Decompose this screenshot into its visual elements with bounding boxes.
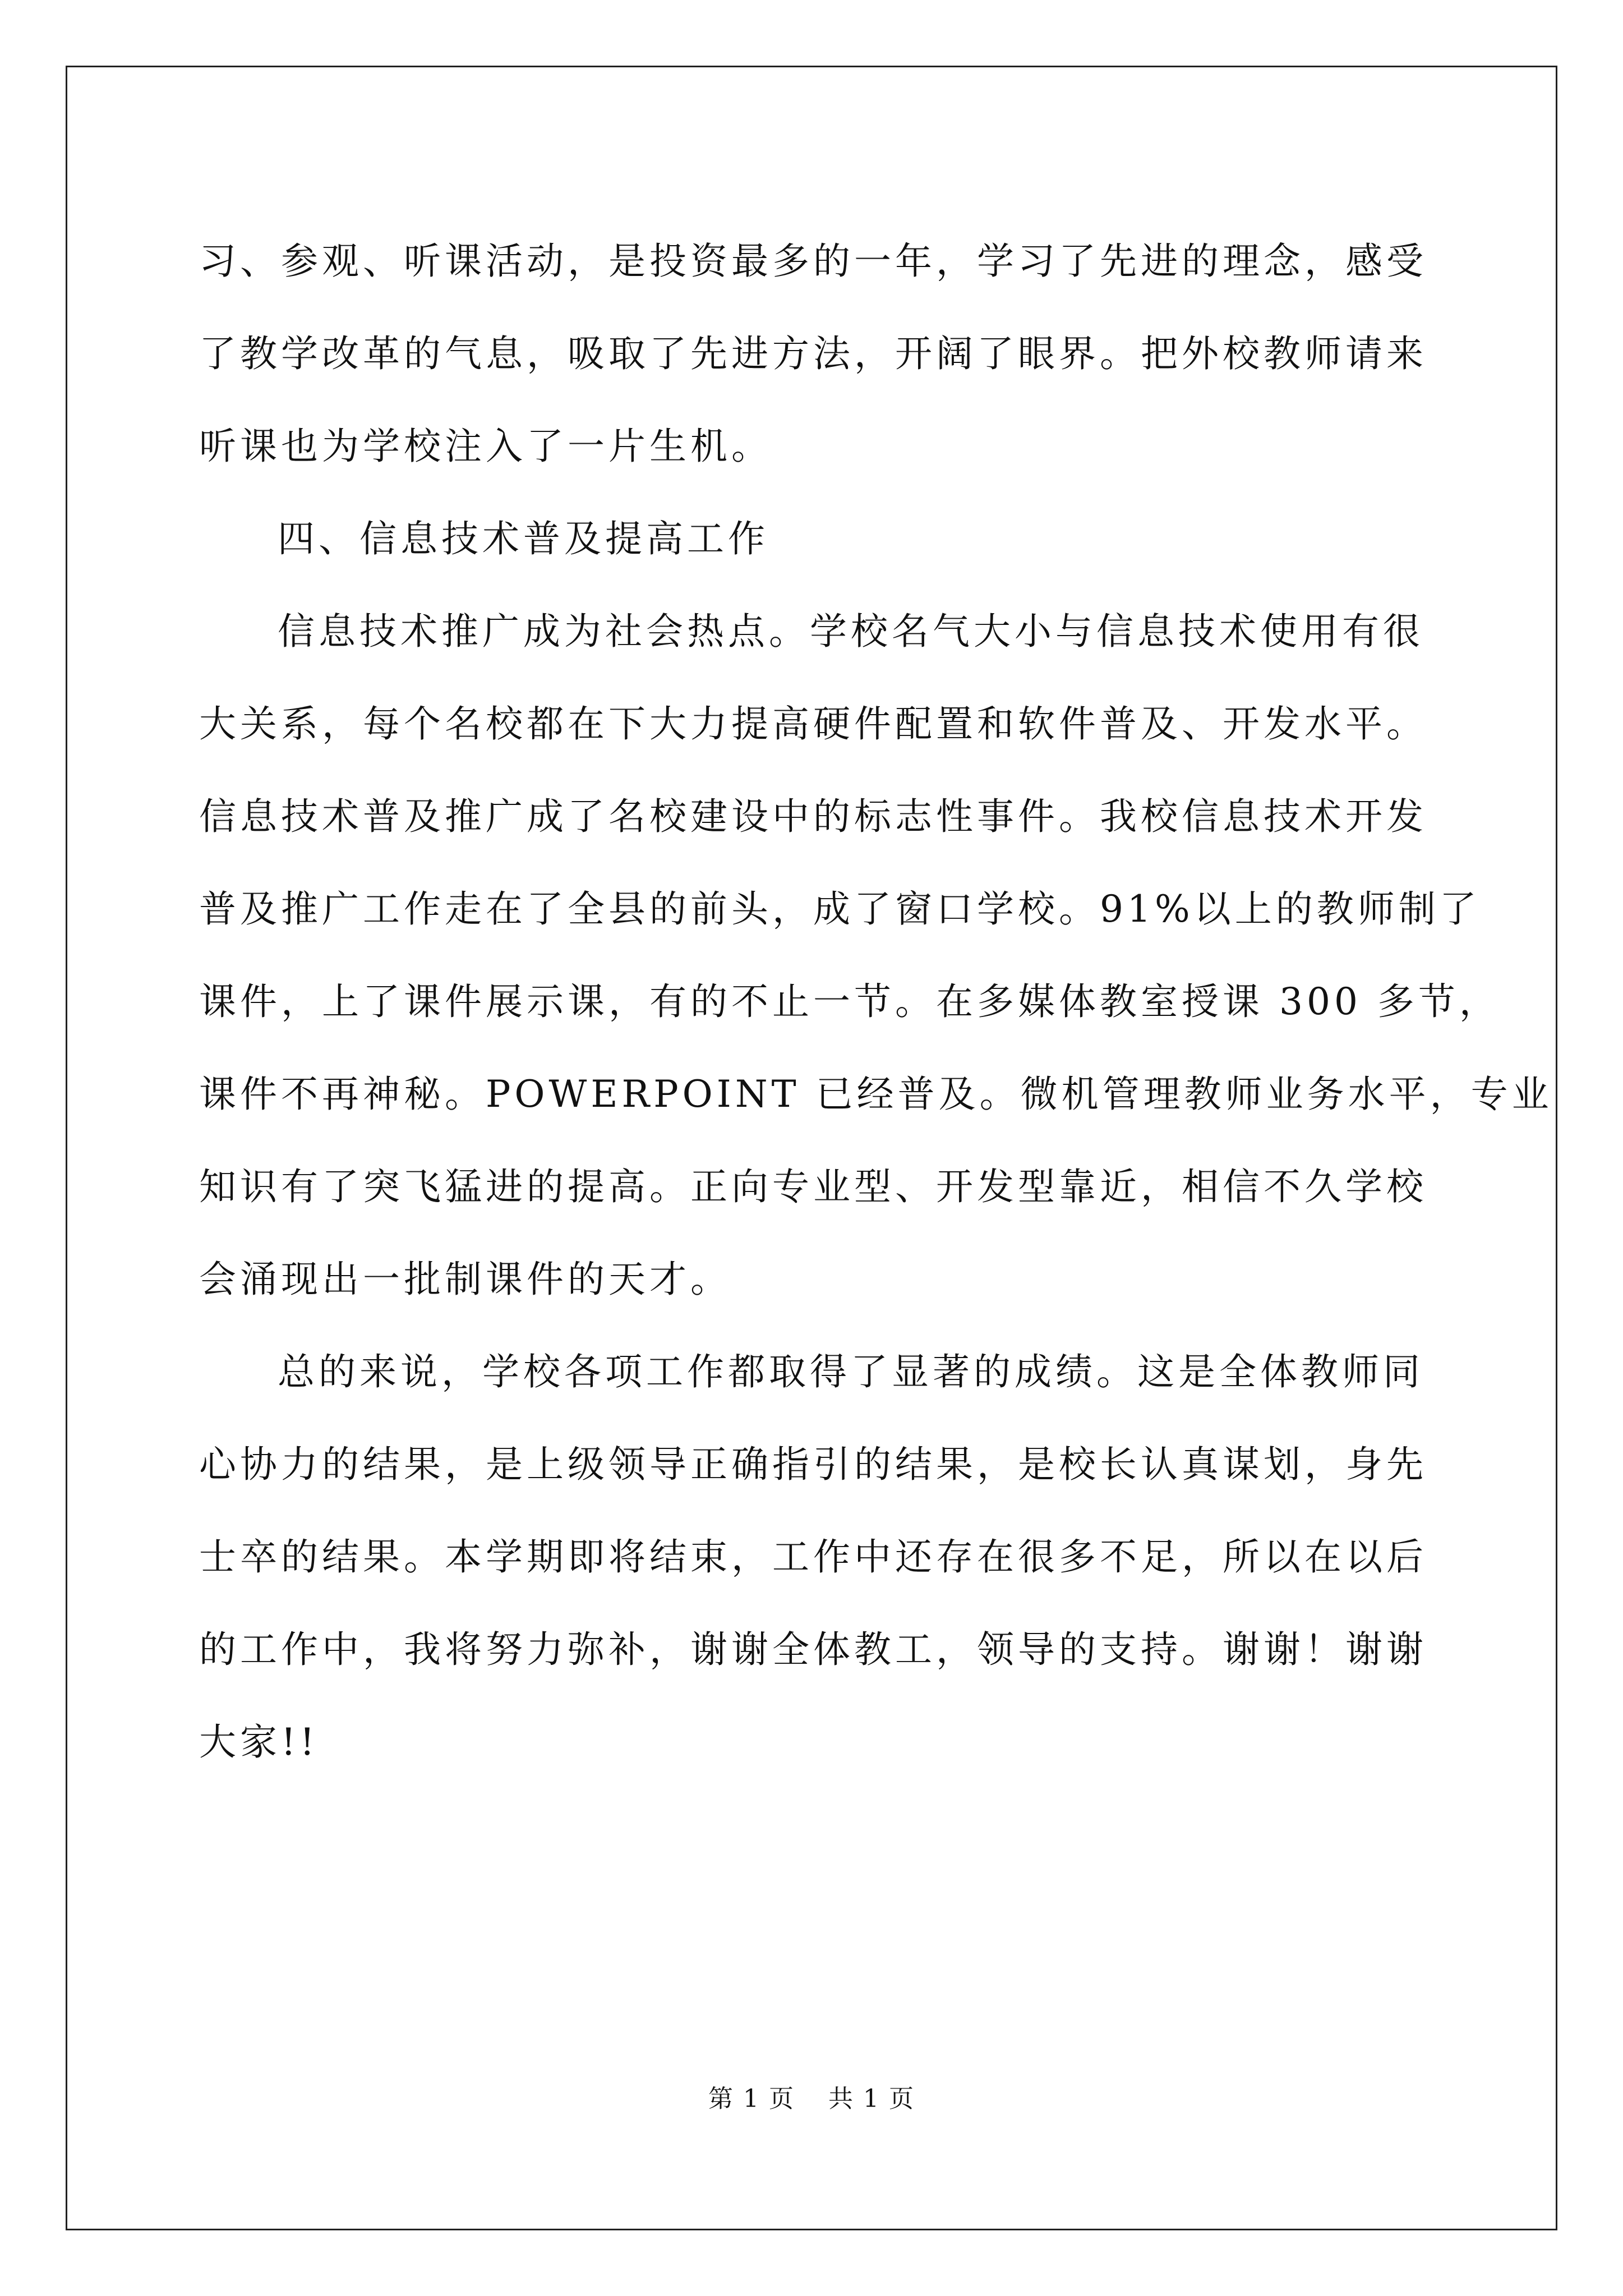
text-line: 普及推广工作走在了全县的前头，成了窗口学校。91%以上的教师制了 <box>199 887 1481 931</box>
text-line: 总的来说，学校各项工作都取得了显著的成绩。这是全体教师同 <box>278 1350 1424 1393</box>
text-line: 了教学改革的气息，吸取了先进方法，开阔了眼界。把外校教师请来 <box>199 332 1427 375</box>
text-line: 士卒的结果。本学期即将结束，工作中还存在很多不足，所以在以后 <box>199 1535 1427 1579</box>
document-body <box>199 215 1553 1788</box>
text-line: 会涌现出一批制课件的天才。 <box>199 1258 731 1301</box>
text-line: 信息技术普及推广成了名校建设中的标志性事件。我校信息技术开发 <box>199 795 1427 838</box>
text-line: 心协力的结果，是上级领导正确指引的结果，是校长认真谋划，身先 <box>199 1443 1427 1486</box>
section-heading: 四、信息技术普及提高工作 <box>278 517 769 560</box>
page-number: 第 1 页 <box>708 2085 795 2113</box>
text-line: 的工作中，我将努力弥补，谢谢全体教工，领导的支持。谢谢！谢谢 <box>199 1628 1427 1671</box>
page-total: 共 1 页 <box>828 2085 915 2113</box>
text-line: 知识有了突飞猛进的提高。正向专业型、开发型靠近，相信不久学校 <box>199 1165 1427 1208</box>
page-footer <box>0 2082 1623 2116</box>
text-line: 信息技术推广成为社会热点。学校名气大小与信息技术使用有很 <box>278 610 1424 653</box>
text-line: 大家!! <box>199 1720 319 1764</box>
text-line: 习、参观、听课活动，是投资最多的一年，学习了先进的理念，感受 <box>199 240 1427 283</box>
text-line: 课件不再神秘。POWERPOINT 已经普及。微机管理教师业务水平，专业 <box>199 1073 1553 1116</box>
text-line: 大关系，每个名校都在下大力提高硬件配置和软件普及、开发水平。 <box>199 702 1427 746</box>
text-line: 听课也为学校注入了一片生机。 <box>199 425 772 468</box>
text-line: 课件，上了课件展示课，有的不止一节。在多媒体教室授课 300 多节， <box>199 980 1500 1023</box>
